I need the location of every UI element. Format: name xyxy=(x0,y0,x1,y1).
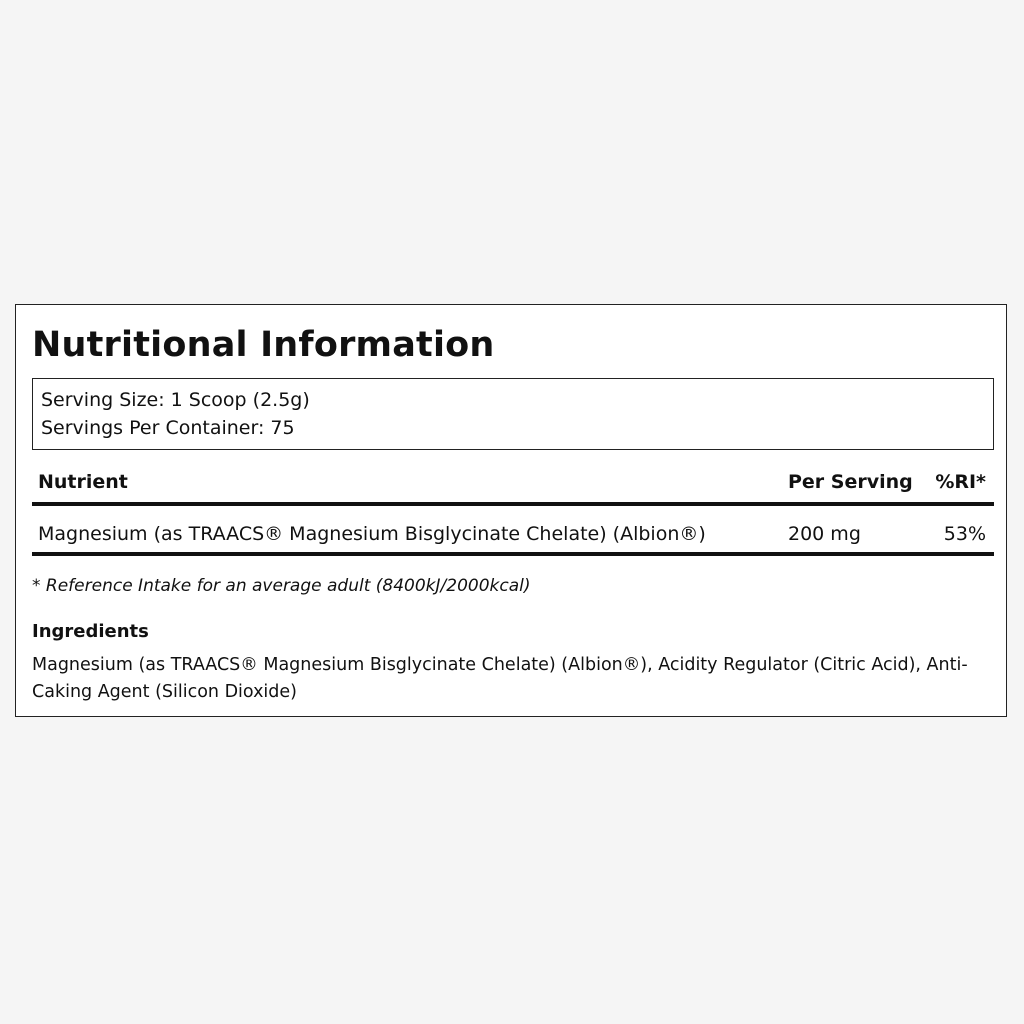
ingredients-heading: Ingredients xyxy=(32,621,149,642)
header-divider xyxy=(32,502,994,506)
row-ri: 53% xyxy=(943,523,986,545)
nutrition-panel xyxy=(15,304,1007,717)
row-per-serving: 200 mg xyxy=(788,523,861,545)
ingredients-text: Magnesium (as TRAACS® Magnesium Bisglycinate Chelate) (Albion®), Acidity Regulator (Citric Acid), Anti-Caking Agent (Silicon Dioxide) xyxy=(32,655,968,702)
servings-per-container: Servings Per Container: 75 xyxy=(41,417,295,439)
serving-info-box xyxy=(32,378,994,450)
row-nutrient: Magnesium (as TRAACS® Magnesium Bisglycinate Chelate) (Albion®) xyxy=(38,523,706,545)
header-per-serving: Per Serving xyxy=(788,471,913,493)
header-ri: %RI* xyxy=(935,471,986,493)
panel-title: Nutritional Information xyxy=(32,325,495,365)
header-nutrient: Nutrient xyxy=(38,471,128,493)
serving-size: Serving Size: 1 Scoop (2.5g) xyxy=(41,389,310,411)
reference-intake-footnote: * Reference Intake for an average adult (8400kJ/2000kcal) xyxy=(32,576,531,596)
table-bottom-divider xyxy=(32,552,994,556)
